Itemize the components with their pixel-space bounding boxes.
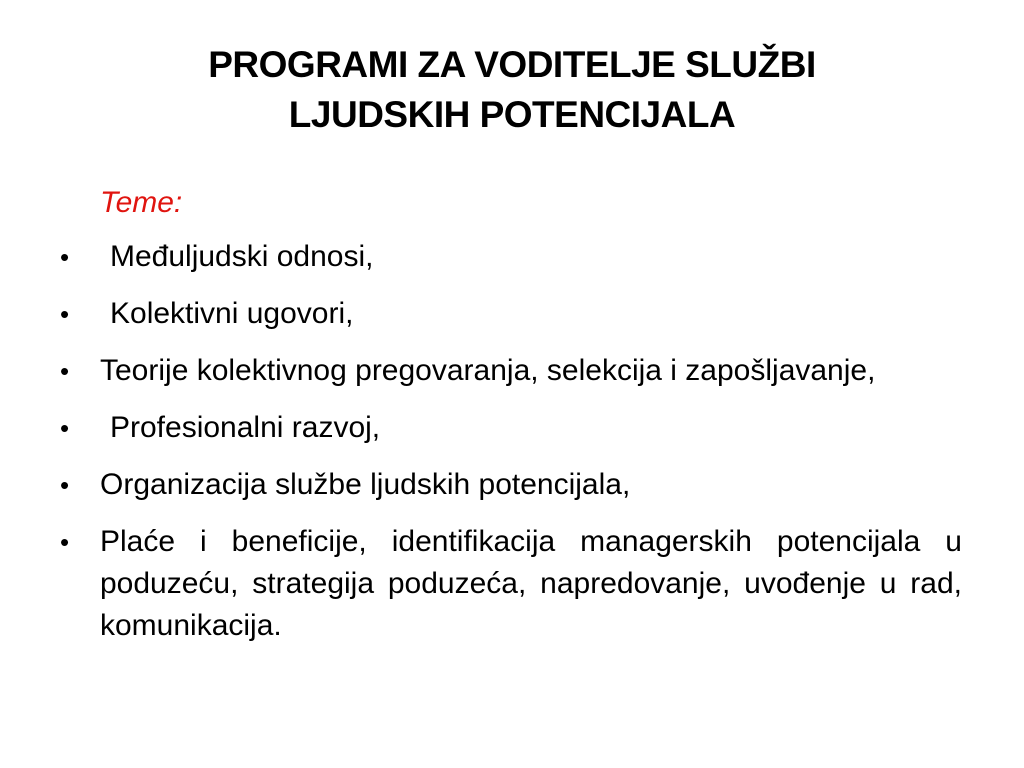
bullet-icon: •: [60, 413, 70, 443]
list-item: [56, 236, 962, 278]
title-line-2: LJUDSKIH POTENCIJALA: [288, 94, 736, 135]
title-line-1: PROGRAMI ZA VODITELJE SLUŽBI: [208, 44, 816, 85]
bullet-icon: •: [60, 470, 70, 500]
list-item: [56, 521, 962, 647]
bullet-icon: •: [60, 356, 70, 386]
list-item-text: Kolektivni ugovori,: [110, 297, 354, 330]
list-item: [56, 350, 962, 392]
slide-title: [80, 40, 944, 140]
list-item-text: Organizacija službe ljudskih potencijala,: [100, 468, 631, 501]
list-item-text: Teorije kolektivnog pregovaranja, selekcija i zapošljavanje,: [100, 354, 876, 387]
list-item: [56, 464, 962, 506]
list-item-text: Međuljudski odnosi,: [110, 240, 374, 273]
topics-list: [56, 236, 962, 647]
bullet-icon: •: [60, 299, 70, 329]
list-item-text: Plaće i beneficije, identifikacija managerskih potencijala u poduzeću, strategija poduzeća, napredovanje, uvođenje u rad, komunikacija.: [100, 525, 962, 642]
list-item-text: Profesionalni razvoj,: [110, 411, 381, 444]
bullet-icon: •: [60, 527, 70, 557]
list-item: [56, 293, 962, 335]
bullet-icon: •: [60, 242, 70, 272]
list-item: [56, 407, 962, 449]
slide-body: [56, 182, 962, 662]
topics-subheading: Teme:: [100, 186, 183, 219]
